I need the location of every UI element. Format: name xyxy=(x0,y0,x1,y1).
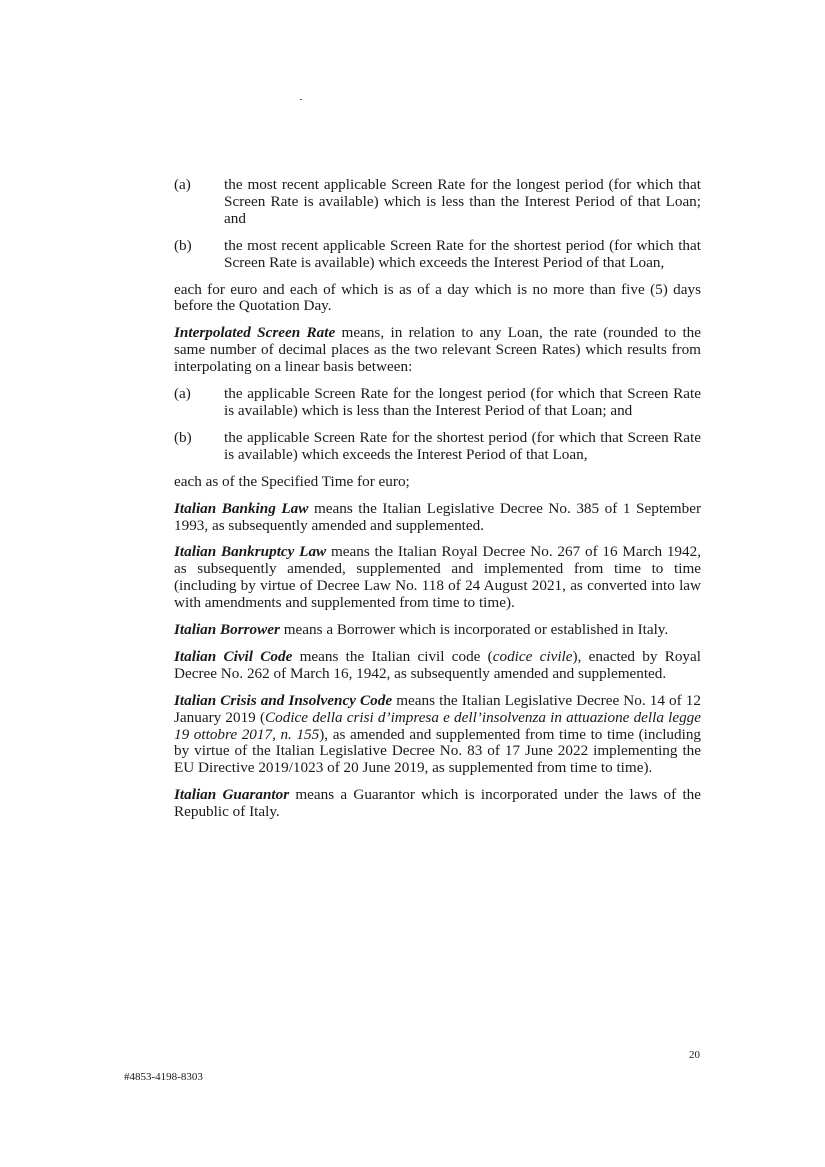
definition-text: means the Italian Legislative Decree No. 385 of 1 September 1993, as subsequently amended and supplemented. xyxy=(174,499,701,534)
page-body xyxy=(174,177,701,831)
item-text: the applicable Screen Rate for the longest period (for which that Screen Rate is available) which is less than the Interest Period of that Loan; and xyxy=(224,385,701,419)
paragraph-each-euro: each for euro and each of which is as of a day which is no more than five (5) days before the Quotation Day. xyxy=(174,280,701,315)
defined-term: Interpolated Screen Rate xyxy=(174,324,336,342)
defined-term: Italian Borrower xyxy=(174,621,280,639)
page-number: 20 xyxy=(689,1049,700,1061)
item-text: the most recent applicable Screen Rate for the longest period (for which that Screen Rate is available) which is less than the Interest Period of that Loan; and xyxy=(224,176,701,227)
definition-text: means the Italian Royal Decree No. 267 of 16 March 1942, as subsequently amended, supplemented and implemented from time to time (including by virtue of Decree Law No. 118 of 24 August 2021, as converted into law with amendments and supplemented from time to time). xyxy=(174,543,701,612)
definition-italian-civil-code xyxy=(174,649,701,683)
item-number: (a) xyxy=(174,385,191,403)
definition-italian-guarantor xyxy=(174,787,701,821)
definition-italian-banking-law xyxy=(174,501,701,535)
defined-term: Italian Guarantor xyxy=(174,786,290,804)
defined-term: Italian Civil Code xyxy=(174,647,293,665)
definition-italian-bankruptcy-law xyxy=(174,544,701,612)
defined-term: Italian Crisis and Insolvency Code xyxy=(174,691,393,709)
list-item xyxy=(174,238,701,272)
definition-text: means the Italian civil code ( xyxy=(292,647,493,665)
definition-italian-borrower xyxy=(174,622,701,639)
document-reference: #4853-4198-8303 xyxy=(124,1071,203,1083)
item-text: the applicable Screen Rate for the shortest period (for which that Screen Rate is available) which exceeds the Interest Period of that Loan, xyxy=(224,428,701,463)
definition-text: means the Italian Legislative Decree No. 14 of 12 January 2019 ( xyxy=(174,691,701,726)
item-number: (b) xyxy=(174,236,192,254)
paragraph-each-specified-time: each as of the Specified Time for euro; xyxy=(174,472,410,490)
definition-text: means a Borrower which is incorporated or established in Italy. xyxy=(279,621,669,639)
definition-text: means a Guarantor which is incorporated under the laws of the Republic of Italy. xyxy=(174,786,701,821)
defined-term: Italian Banking Law xyxy=(174,499,309,517)
list-item xyxy=(174,386,701,420)
defined-term: Italian Bankruptcy Law xyxy=(174,543,327,561)
italic-text: Codice della crisi d’impresa e dell’insolvenza in attuazione della legge 19 ottobre 2017, n. 155 xyxy=(174,708,701,743)
italic-text: codice civile xyxy=(492,647,573,665)
item-number: (a) xyxy=(174,176,191,193)
definition-text: ), as amended and supplemented from time to time (including by virtue of the Italian Legislative Decree No. 83 of 17 June 2022 implementing the EU Directive 2019/1023 of 20 June 2019, as supplemented from time to time). xyxy=(174,725,702,777)
list-item xyxy=(174,430,701,464)
definition-italian-crisis-insolvency-code xyxy=(174,693,701,778)
stray-mark xyxy=(300,99,302,100)
definition-text: ), enacted by Royal Decree No. 262 of March 16, 1942, as subsequently amended and supplemented. xyxy=(174,647,701,682)
item-number: (b) xyxy=(174,428,192,446)
definition-interpolated-screen-rate xyxy=(174,325,701,376)
definition-text: means, in relation to any Loan, the rate (rounded to the same number of decimal places as the two relevant Screen Rates) which results from interpolating on a linear basis between: xyxy=(174,324,702,376)
list-item xyxy=(174,177,701,228)
item-text: the most recent applicable Screen Rate for the shortest period (for which that Screen Rate is available) which exceeds the Interest Period of that Loan, xyxy=(224,236,701,271)
